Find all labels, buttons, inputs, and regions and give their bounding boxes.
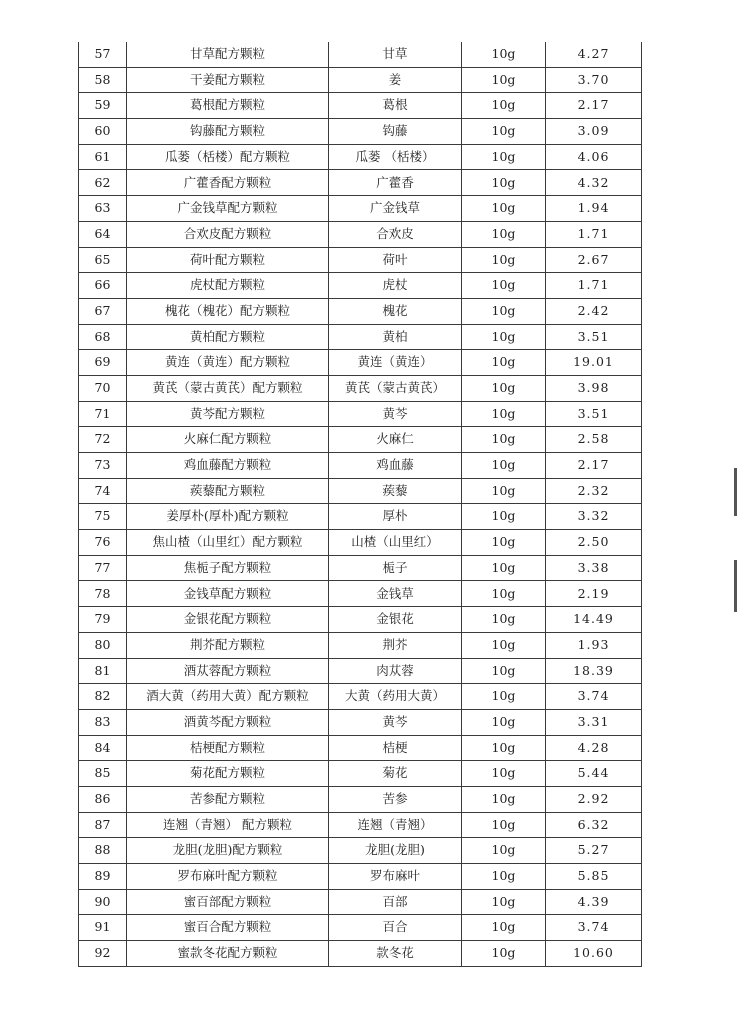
- price-cell: 14.49: [546, 607, 642, 633]
- specification: 10g: [462, 684, 546, 710]
- product-name: 瓜蒌（栝楼）配方颗粒: [127, 144, 329, 170]
- price-cell: 6.32: [546, 812, 642, 838]
- herb-name: 葛根: [329, 93, 462, 119]
- specification: 10g: [462, 632, 546, 658]
- table-row: [79, 530, 642, 556]
- specification: 10g: [462, 144, 546, 170]
- table-row: [79, 298, 642, 324]
- product-name: 甘草配方颗粒: [127, 42, 329, 67]
- table-row: [79, 915, 642, 941]
- table-body: [79, 42, 642, 966]
- product-name: 火麻仁配方颗粒: [127, 427, 329, 453]
- specification: 10g: [462, 350, 546, 376]
- price-cell: 2.42: [546, 298, 642, 324]
- row-number: 81: [79, 658, 127, 684]
- herb-name: 荆芥: [329, 632, 462, 658]
- price-cell: 3.98: [546, 375, 642, 401]
- table-row: [79, 350, 642, 376]
- price-cell: 19.01: [546, 350, 642, 376]
- specification: 10g: [462, 196, 546, 222]
- row-number: 67: [79, 298, 127, 324]
- row-number: 89: [79, 864, 127, 890]
- row-number: 91: [79, 915, 127, 941]
- table-row: [79, 401, 642, 427]
- herb-name: 黄连（黄连）: [329, 350, 462, 376]
- table-row: [79, 144, 642, 170]
- scan-edge-mark: [734, 560, 737, 612]
- product-name: 龙胆(龙胆)配方颗粒: [127, 838, 329, 864]
- table-row: [79, 427, 642, 453]
- product-name: 连翘（青翘） 配方颗粒: [127, 812, 329, 838]
- table-row: [79, 42, 642, 67]
- specification: 10g: [462, 375, 546, 401]
- row-number: 58: [79, 67, 127, 93]
- herb-name: 桔梗: [329, 735, 462, 761]
- herb-name: 肉苁蓉: [329, 658, 462, 684]
- specification: 10g: [462, 401, 546, 427]
- price-cell: 3.74: [546, 915, 642, 941]
- row-number: 69: [79, 350, 127, 376]
- table-row: [79, 221, 642, 247]
- product-name: 苦参配方颗粒: [127, 786, 329, 812]
- herb-name: 山楂（山里红）: [329, 530, 462, 556]
- product-name: 罗布麻叶配方颗粒: [127, 864, 329, 890]
- table-row: [79, 735, 642, 761]
- herb-name: 火麻仁: [329, 427, 462, 453]
- herb-name: 苦参: [329, 786, 462, 812]
- specification: 10g: [462, 658, 546, 684]
- table-row: [79, 119, 642, 145]
- price-cell: 2.17: [546, 93, 642, 119]
- row-number: 62: [79, 170, 127, 196]
- herb-name: 槐花: [329, 298, 462, 324]
- product-name: 焦栀子配方颗粒: [127, 555, 329, 581]
- row-number: 71: [79, 401, 127, 427]
- table-row: [79, 786, 642, 812]
- product-name: 鸡血藤配方颗粒: [127, 453, 329, 479]
- specification: 10g: [462, 735, 546, 761]
- price-cell: 1.71: [546, 273, 642, 299]
- product-name: 酒苁蓉配方颗粒: [127, 658, 329, 684]
- product-name: 钩藤配方颗粒: [127, 119, 329, 145]
- product-name: 酒黄芩配方颗粒: [127, 709, 329, 735]
- table-row: [79, 761, 642, 787]
- price-cell: 3.74: [546, 684, 642, 710]
- specification: 10g: [462, 427, 546, 453]
- specification: 10g: [462, 941, 546, 967]
- row-number: 57: [79, 42, 127, 67]
- table-row: [79, 170, 642, 196]
- product-name: 黄芪（蒙古黄芪）配方颗粒: [127, 375, 329, 401]
- specification: 10g: [462, 93, 546, 119]
- row-number: 75: [79, 504, 127, 530]
- table-row: [79, 812, 642, 838]
- row-number: 90: [79, 889, 127, 915]
- row-number: 83: [79, 709, 127, 735]
- product-name: 广金钱草配方颗粒: [127, 196, 329, 222]
- price-cell: 18.39: [546, 658, 642, 684]
- table-row: [79, 247, 642, 273]
- row-number: 73: [79, 453, 127, 479]
- table-row: [79, 889, 642, 915]
- table-row: [79, 632, 642, 658]
- product-name: 蜜百部配方颗粒: [127, 889, 329, 915]
- herb-name: 大黄（药用大黄）: [329, 684, 462, 710]
- product-name: 黄芩配方颗粒: [127, 401, 329, 427]
- price-cell: 3.38: [546, 555, 642, 581]
- table-row: [79, 838, 642, 864]
- specification: 10g: [462, 324, 546, 350]
- row-number: 60: [79, 119, 127, 145]
- price-cell: 4.32: [546, 170, 642, 196]
- product-name: 桔梗配方颗粒: [127, 735, 329, 761]
- row-number: 63: [79, 196, 127, 222]
- table-row: [79, 555, 642, 581]
- row-number: 77: [79, 555, 127, 581]
- product-name: 金银花配方颗粒: [127, 607, 329, 633]
- table-row: [79, 67, 642, 93]
- price-cell: 3.70: [546, 67, 642, 93]
- price-cell: 5.27: [546, 838, 642, 864]
- price-cell: 5.85: [546, 864, 642, 890]
- row-number: 72: [79, 427, 127, 453]
- herb-name: 栀子: [329, 555, 462, 581]
- price-cell: 4.27: [546, 42, 642, 67]
- row-number: 84: [79, 735, 127, 761]
- herb-name: 广藿香: [329, 170, 462, 196]
- price-cell: 2.92: [546, 786, 642, 812]
- specification: 10g: [462, 838, 546, 864]
- specification: 10g: [462, 42, 546, 67]
- row-number: 88: [79, 838, 127, 864]
- specification: 10g: [462, 607, 546, 633]
- table-row: [79, 504, 642, 530]
- row-number: 59: [79, 93, 127, 119]
- specification: 10g: [462, 555, 546, 581]
- product-name: 干姜配方颗粒: [127, 67, 329, 93]
- herb-name: 广金钱草: [329, 196, 462, 222]
- price-cell: 3.51: [546, 401, 642, 427]
- product-name: 荷叶配方颗粒: [127, 247, 329, 273]
- herb-name: 菊花: [329, 761, 462, 787]
- table-row: [79, 941, 642, 967]
- row-number: 78: [79, 581, 127, 607]
- row-number: 87: [79, 812, 127, 838]
- row-number: 66: [79, 273, 127, 299]
- price-cell: 2.19: [546, 581, 642, 607]
- price-table: [78, 42, 642, 967]
- row-number: 80: [79, 632, 127, 658]
- specification: 10g: [462, 864, 546, 890]
- herb-name: 蒺藜: [329, 478, 462, 504]
- price-cell: 3.32: [546, 504, 642, 530]
- table-row: [79, 273, 642, 299]
- product-name: 焦山楂（山里红）配方颗粒: [127, 530, 329, 556]
- table-row: [79, 93, 642, 119]
- row-number: 82: [79, 684, 127, 710]
- herb-name: 荷叶: [329, 247, 462, 273]
- product-name: 黄连（黄连）配方颗粒: [127, 350, 329, 376]
- product-name: 酒大黄（药用大黄）配方颗粒: [127, 684, 329, 710]
- specification: 10g: [462, 453, 546, 479]
- product-name: 黄柏配方颗粒: [127, 324, 329, 350]
- specification: 10g: [462, 247, 546, 273]
- row-number: 65: [79, 247, 127, 273]
- row-number: 86: [79, 786, 127, 812]
- price-cell: 1.71: [546, 221, 642, 247]
- specification: 10g: [462, 915, 546, 941]
- price-cell: 4.28: [546, 735, 642, 761]
- price-cell: 3.09: [546, 119, 642, 145]
- price-cell: 2.17: [546, 453, 642, 479]
- table-row: [79, 607, 642, 633]
- product-name: 姜厚朴(厚朴)配方颗粒: [127, 504, 329, 530]
- specification: 10g: [462, 709, 546, 735]
- specification: 10g: [462, 298, 546, 324]
- herb-name: 虎杖: [329, 273, 462, 299]
- table-row: [79, 581, 642, 607]
- specification: 10g: [462, 67, 546, 93]
- herb-name: 黄芩: [329, 709, 462, 735]
- specification: 10g: [462, 786, 546, 812]
- specification: 10g: [462, 273, 546, 299]
- row-number: 79: [79, 607, 127, 633]
- table-row: [79, 864, 642, 890]
- herb-name: 款冬花: [329, 941, 462, 967]
- price-cell: 2.58: [546, 427, 642, 453]
- herb-name: 合欢皮: [329, 221, 462, 247]
- row-number: 61: [79, 144, 127, 170]
- product-name: 广藿香配方颗粒: [127, 170, 329, 196]
- row-number: 92: [79, 941, 127, 967]
- herb-name: 瓜蒌 （栝楼）: [329, 144, 462, 170]
- product-name: 蒺藜配方颗粒: [127, 478, 329, 504]
- herb-name: 甘草: [329, 42, 462, 67]
- row-number: 74: [79, 478, 127, 504]
- price-cell: 3.31: [546, 709, 642, 735]
- table-row: [79, 478, 642, 504]
- price-cell: 5.44: [546, 761, 642, 787]
- herb-name: 百合: [329, 915, 462, 941]
- specification: 10g: [462, 170, 546, 196]
- herb-name: 金银花: [329, 607, 462, 633]
- row-number: 64: [79, 221, 127, 247]
- herb-name: 黄芩: [329, 401, 462, 427]
- herb-name: 金钱草: [329, 581, 462, 607]
- specification: 10g: [462, 504, 546, 530]
- specification: 10g: [462, 812, 546, 838]
- herb-name: 百部: [329, 889, 462, 915]
- table-row: [79, 375, 642, 401]
- herb-name: 黄柏: [329, 324, 462, 350]
- herb-name: 连翘（青翘）: [329, 812, 462, 838]
- specification: 10g: [462, 478, 546, 504]
- herb-name: 黄芪（蒙古黄芪）: [329, 375, 462, 401]
- price-cell: 10.60: [546, 941, 642, 967]
- specification: 10g: [462, 889, 546, 915]
- herb-name: 姜: [329, 67, 462, 93]
- scan-edge-mark: [734, 468, 737, 516]
- specification: 10g: [462, 581, 546, 607]
- table-row: [79, 196, 642, 222]
- row-number: 68: [79, 324, 127, 350]
- table-row: [79, 324, 642, 350]
- row-number: 76: [79, 530, 127, 556]
- herb-name: 罗布麻叶: [329, 864, 462, 890]
- product-name: 蜜百合配方颗粒: [127, 915, 329, 941]
- herb-name: 龙胆(龙胆): [329, 838, 462, 864]
- table-row: [79, 709, 642, 735]
- product-name: 金钱草配方颗粒: [127, 581, 329, 607]
- product-name: 葛根配方颗粒: [127, 93, 329, 119]
- specification: 10g: [462, 530, 546, 556]
- row-number: 85: [79, 761, 127, 787]
- product-name: 菊花配方颗粒: [127, 761, 329, 787]
- product-name: 虎杖配方颗粒: [127, 273, 329, 299]
- price-cell: 4.06: [546, 144, 642, 170]
- price-cell: 1.94: [546, 196, 642, 222]
- price-cell: 2.50: [546, 530, 642, 556]
- row-number: 70: [79, 375, 127, 401]
- specification: 10g: [462, 761, 546, 787]
- product-name: 荆芥配方颗粒: [127, 632, 329, 658]
- herb-name: 钩藤: [329, 119, 462, 145]
- price-cell: 2.67: [546, 247, 642, 273]
- price-cell: 1.93: [546, 632, 642, 658]
- table-row: [79, 658, 642, 684]
- table-row: [79, 453, 642, 479]
- herb-name: 厚朴: [329, 504, 462, 530]
- product-name: 合欢皮配方颗粒: [127, 221, 329, 247]
- specification: 10g: [462, 119, 546, 145]
- product-name: 蜜款冬花配方颗粒: [127, 941, 329, 967]
- price-cell: 3.51: [546, 324, 642, 350]
- product-name: 槐花（槐花）配方颗粒: [127, 298, 329, 324]
- table-row: [79, 684, 642, 710]
- herb-name: 鸡血藤: [329, 453, 462, 479]
- specification: 10g: [462, 221, 546, 247]
- price-cell: 2.32: [546, 478, 642, 504]
- price-cell: 4.39: [546, 889, 642, 915]
